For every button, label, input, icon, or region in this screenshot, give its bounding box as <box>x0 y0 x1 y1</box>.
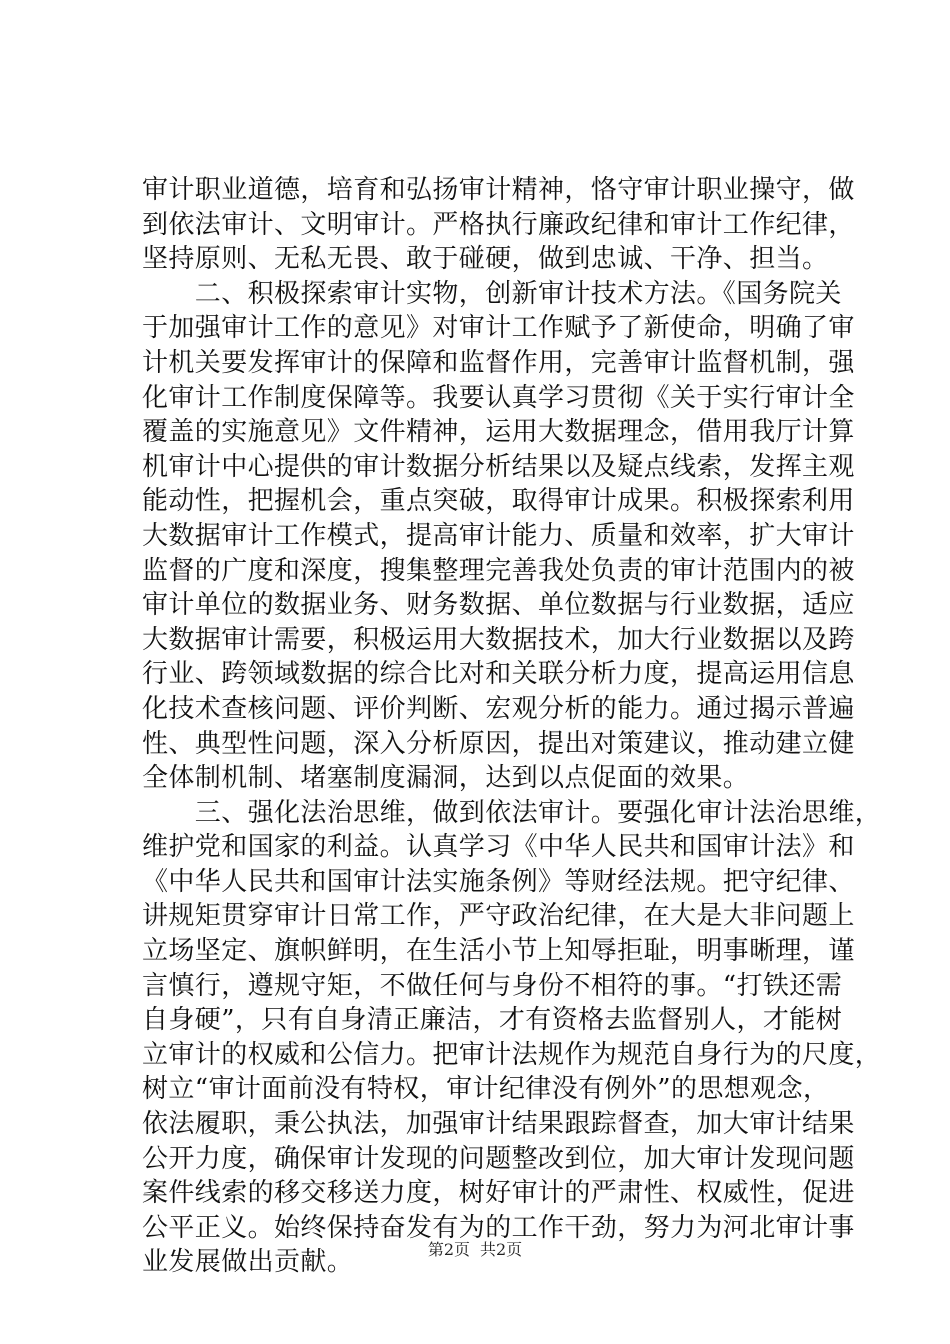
text-line: 立场坚定、旗帜鲜明，在生活小节上知辱拒耻，明事晰理，谨 <box>142 936 855 967</box>
text-line: 《中华人民共和国审计法实施条例》等财经法规。把守纪律、 <box>142 866 855 897</box>
text-line: 计机关要发挥审计的保障和监督作用，完善审计监督机制，强 <box>142 347 855 378</box>
text-line: 能动性，把握机会，重点突破，取得审计成果。积极探索利用 <box>142 486 855 517</box>
text-line: 案件线索的移交移送力度，树好审计的严肃性、权威性，促进 <box>142 1178 855 1209</box>
page-total: 共2页 <box>480 1240 523 1259</box>
text-line: 大数据审计工作模式，提高审计能力、质量和效率，扩大审计 <box>142 520 855 551</box>
text-line: 树立“审计面前没有特权，审计纪律没有例外”的思想观念， <box>142 1074 830 1105</box>
text-line: 依法履职，秉公执法，加强审计结果跟踪督查，加大审计结果 <box>142 1109 855 1140</box>
text-line: 讲规矩贯穿审计日常工作，严守政治纪律，在大是大非问题上 <box>142 901 855 932</box>
text-line: 审计单位的数据业务、财务数据、单位数据与行业数据，适应 <box>142 590 855 621</box>
text-line: 三、强化法治思维，做到依法审计。要强化审计法治思维， <box>142 797 882 828</box>
text-line: 维护党和国家的利益。认真学习《中华人民共和国审计法》和 <box>142 832 855 863</box>
text-line: 监督的广度和深度，搜集整理完善我处负责的审计范围内的被 <box>142 555 855 586</box>
text-line: 二、积极探索审计实物，创新审计技术方法。《国务院关 <box>142 278 842 309</box>
text-line: 化技术查核问题、评价判断、宏观分析的能力。通过揭示普遍 <box>142 693 855 724</box>
text-line: 自身硬”，只有自身清正廉洁，才有资格去监督别人，才能树 <box>142 1005 843 1036</box>
text-line: 审计职业道德，培育和弘扬审计精神，恪守审计职业操守，做 <box>142 175 855 205</box>
text-line: 公平正义。始终保持奋发有为的工作干劲，努力为河北审计事 <box>142 1212 855 1243</box>
text-line: 性、典型性问题，深入分析原因，提出对策建议，推动建立健 <box>142 728 855 759</box>
text-line: 行业、跨领域数据的综合比对和关联分析力度，提高运用信息 <box>142 659 855 690</box>
text-line: 化审计工作制度保障等。我要认真学习贯彻《关于实行审计全 <box>142 382 855 413</box>
text-line: 大数据审计需要，积极运用大数据技术，加大行业数据以及跨 <box>142 624 855 655</box>
text-line: 全体制机制、堵塞制度漏洞，达到以点促面的效果。 <box>142 763 750 794</box>
text-line: 立审计的权威和公信力。把审计法规作为规范自身行为的尺度， <box>142 1039 882 1070</box>
text-line: 坚持原则、无私无畏、敢于碰硬，做到忠诚、干净、担当。 <box>142 244 829 275</box>
text-line: 公开力度，确保审计发现的问题整改到位，加大审计发现问题 <box>142 1143 855 1174</box>
text-line: 覆盖的实施意见》文件精神，运用大数据理念，借用我厅计算 <box>142 417 855 448</box>
page-number: 第2页 <box>427 1240 470 1259</box>
text-line: 到依法审计、文明审计。严格执行廉政纪律和审计工作纪律， <box>142 209 855 240</box>
text-line: 于加强审计工作的意见》对审计工作赋予了新使命，明确了审 <box>142 313 855 344</box>
document-body <box>142 173 882 1280</box>
page-footer <box>0 1240 950 1260</box>
text-line: 业发展做出贡献。 <box>142 1247 354 1278</box>
text-line: 言慎行，遵规守矩，不做任何与身份不相符的事。“打铁还需 <box>142 970 843 1001</box>
text-line: 机审计中心提供的审计数据分析结果以及疑点线索，发挥主观 <box>142 451 855 482</box>
